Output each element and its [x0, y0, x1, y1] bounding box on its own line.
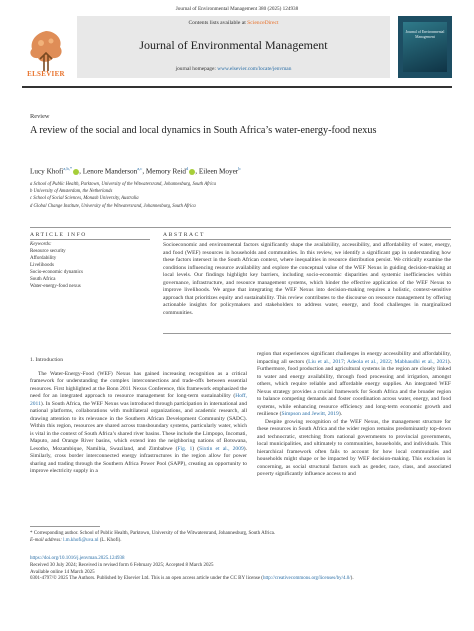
introduction-heading: 1. Introduction: [30, 357, 63, 363]
introduction-paragraph: Despite growing recognition of the WEF Nexus, the management structure for these resources in South Africa and the wider region remains predominantly top-down and technocratic, stretching from national governments to provincial governments, local municipalities, and ultimately to communities, households, and individuals. This hierarchical framework often fails to account for how local communities and households might shape or be impacted by WEF decision-making. This exclusion is concerning, as social structural factors such as gender, race, class, and associated poverty significantly influence access to and: [257, 418, 451, 477]
keyword: Water-energy-food nexus: [30, 283, 81, 289]
author-affiliation-sup: a,c: [137, 166, 143, 171]
email-link[interactable]: l.m.khofi@uva.nl: [63, 537, 99, 543]
affiliation: d Global Change Institute, University of the Witwatersrand, Johannesburg, South Africa: [30, 203, 196, 209]
abstract-text: Socioeconomic and environmental factors significantly shape the availability, accessibility, and affordability of water, energy, and food (WEF) resources in households and communities. In this review, we identify a significant gap in understanding how these factors intersect in the South African context, where inequalities in resource distribution persist. We critically examine the conditions influencing resource availability and explore the conceptual value of the WEF Nexus in guiding decision-making at local levels. Our findings highlight key barriers, including socio-economic disparities and systemic inefficiencies within governance, infrastructure, and resource management systems, which hinder the effective application of the WEF Nexus to improve livelihoods. We argue that integrating the WEF Nexus into decision-making requires a holistic, context-sensitive approach that prioritizes equity and sustainability. This review contributes to the discourse on resource management by offering actionable insights for policymakers and stakeholders to address water, energy, and food challenges in marginalized communities.: [163, 242, 451, 316]
corresponding-author-footnote: [30, 531, 450, 545]
keywords-list: [30, 249, 83, 290]
keyword: Affordability: [30, 255, 57, 261]
affiliation: a School of Public Health, Parktown, University of the Witwatersrand, Johannesburg, South Africa: [30, 182, 216, 187]
homepage-link[interactable]: www.elsevier.com/locate/jenvman: [217, 66, 292, 72]
contents-line: [77, 20, 390, 26]
author-name[interactable]: Lucy Khofi: [30, 167, 64, 176]
journal-reference: Journal of Environmental Management 380 (2025) 124938: [175, 6, 299, 12]
journal-homepage: [77, 66, 390, 72]
elsevier-wordmark: ELSEVIER: [27, 70, 65, 78]
sciencedirect-link[interactable]: ScienceDirect: [247, 20, 279, 26]
keyword: South Africa: [30, 276, 56, 282]
journal-title: Journal of Environmental Management: [139, 38, 328, 52]
introduction-paragraph: The Water-Energy-Food (WEF) Nexus has gained increasing recognition as a critical framework for understanding the complex interconnections and trade-offs between essential resources. First highlighted at the Bonn 2011 Nexus Conference, this framework emphasized the need for an integrated approach to resource management for long-term sustainability (Hoff, 2011). In South Africa, the WEF Nexus was introduced through participation in international and national platforms, collaborations with multilateral organizations, and academic research, all drawing attention to its relevance in the Southern African Development Community (SADC). Within this region, resources are shared across transboundary systems, particularly water, which is vital in the context of South Africa’s shared river basins. These include the Limpopo, Incomati, Maputo, and Orange River basins, which extend into the neighboring nations of Botswana, Lesotho, Mozambique, Namibia, Swaziland, and Zimbabwe (Fig. 1) (Sixtin et al., 2009). Similarly, cross border interconnected energy infrastructures in the region allow for power sharing and trading through the Southern Africa Power Pool (SAPP), creating an opportunity to improve electricity supply in a: [30, 370, 247, 474]
citation-link[interactable]: Adeola et al., 2022: [346, 358, 391, 365]
available-online: Available online 14 March 2025: [30, 569, 95, 575]
author-list: Lucy Khofi$^{a,b,*}$ , Lenore Manderson$^{a,c}$, Memory Reid$^d$ , Eileen Moyer$^b$: [30, 166, 241, 176]
citation-link[interactable]: Liu et al., 2017: [308, 358, 344, 365]
article-section-label: Review: [30, 113, 50, 120]
article-info-heading: ARTICLE INFO: [30, 232, 87, 238]
doi-link[interactable]: https://doi.org/10.1016/j.jenvman.2025.124938: [30, 556, 125, 561]
contents-prefix: Contents lists available at: [188, 20, 248, 26]
license-statement: 0301-4797/© 2025 The Authors. Published by Elsevier Ltd. This is an open access article under the CC BY license (http://creativecommons.org/licenses/by/4.0/).: [30, 576, 354, 582]
introduction-column-right: [257, 351, 451, 479]
publication-info: [30, 556, 450, 583]
author-name[interactable]: Memory Reid: [145, 167, 187, 176]
header-divider: [22, 86, 452, 88]
abstract-bottom-divider: [163, 333, 451, 334]
footnote-divider: [30, 526, 100, 527]
introduction-paragraph-continued: region that experiences significant challenges in energy accessibility and affordability, impacting all sectors (Liu et al., 2017; Adeola et al., 2022; Mabhaudhi et al., 2021). Furthermore, food production and agricultural systems in the region are closely linked to water and energy availability, through food processing and irrigation, amongst others, which require reliable and affordable energy supplies. An integrated WEF Nexus strategy provides a crucial framework for South Africa and the broader region to balance competing demands and foster coordination across water, energy, and food systems, while enhancing resource efficiency and long-term economic growth and resilience (Simpson and Jewitt, 2019).: [257, 351, 451, 417]
keyword: Socio-economic dynamics: [30, 269, 83, 275]
citation-link[interactable]: Sixtin et al., 2009: [199, 445, 244, 452]
abstract-heading: ABSTRACT: [163, 232, 206, 238]
journal-cover-image: [398, 16, 452, 78]
article-title: A review of the social and local dynamics in South Africa’s water-energy-food nexus: [30, 125, 377, 136]
affiliation: b University of Amsterdam, the Netherlands: [30, 189, 113, 195]
affiliation: c School of Social Sciences, Monash University, Australia: [30, 196, 139, 202]
author-name[interactable]: Lenore Manderson: [82, 167, 138, 176]
homepage-prefix: journal homepage:: [175, 66, 218, 72]
cover-artwork: [403, 22, 447, 72]
author-affiliation-sup: a,b,*: [63, 166, 73, 171]
email-line: E-mail address: l.m.khofi@uva.nl (L. Khofi).: [30, 537, 122, 543]
article-info-divider: [30, 239, 150, 240]
abstract-divider: [163, 239, 451, 240]
introduction-column-left: [30, 357, 247, 476]
corresponding-author-note: * Corresponding author. School of Public Health, Parktown, University of the Witwatersrand, Johannesburg, South Africa.: [30, 531, 276, 536]
section-divider: [30, 227, 451, 228]
license-link[interactable]: http://creativecommons.org/licenses/by/4.0/: [262, 576, 351, 582]
citation-link[interactable]: Mabhaudhi et al., 2021: [394, 358, 448, 365]
author-name[interactable]: Eileen Moyer: [198, 167, 239, 176]
keywords-label: Keywords:: [30, 242, 52, 247]
cover-title: Journal of Environmental Management: [405, 30, 445, 39]
received-dates: Received 30 July 2024; Received in revised form 6 February 2025; Accepted 8 March 2025: [30, 562, 214, 568]
keyword: Resource security: [30, 249, 66, 254]
citation-link[interactable]: Hoff, 2011: [30, 393, 247, 407]
citation-link[interactable]: Simpson and Jewitt, 2019: [281, 411, 339, 417]
author-affiliation-sup: d: [186, 166, 189, 171]
figure-link[interactable]: Fig. 1: [177, 445, 193, 452]
author-affiliation-sup: b: [238, 166, 241, 171]
keyword: Livelihoods: [30, 262, 54, 268]
orcid-icon[interactable]: [189, 169, 195, 175]
orcid-icon[interactable]: [73, 169, 79, 175]
affiliations: [30, 181, 216, 210]
